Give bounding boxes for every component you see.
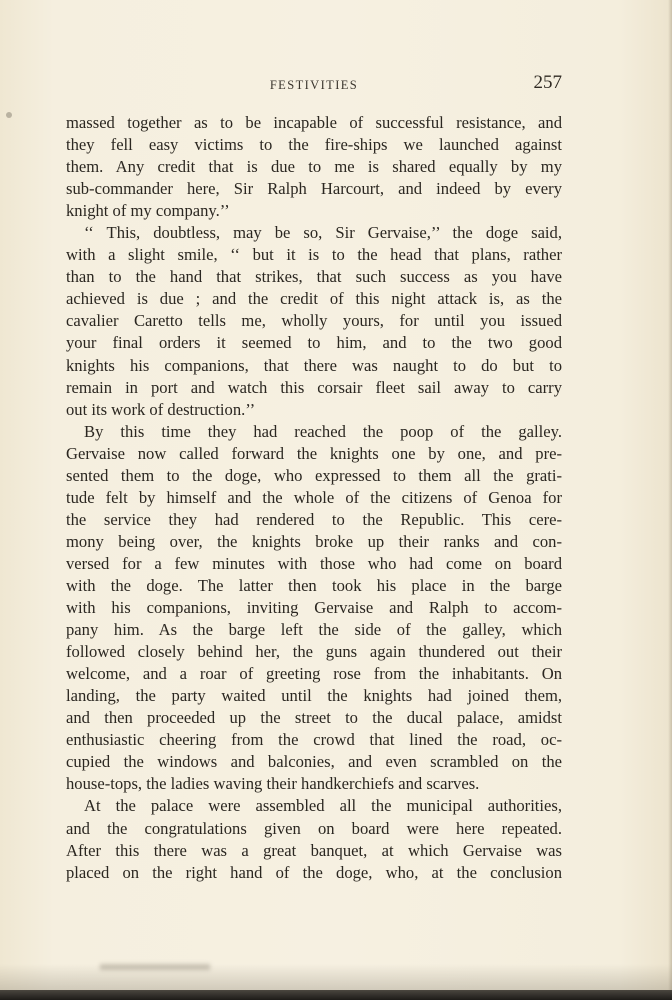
body-text xyxy=(66,112,562,884)
bottom-scan-streak xyxy=(100,964,210,970)
text-line: placed on the right hand of the doge, who, at the conclusion xyxy=(66,862,562,882)
text-line: with a slight smile, ‘‘ but it is to the head that plans, rather xyxy=(66,245,562,265)
text-line: your final orders it seemed to him, and to the two good xyxy=(66,333,562,353)
text-line: them. Any credit that is due to me is shared equally by my xyxy=(66,157,562,177)
text-line: knight of my company.’’ xyxy=(66,201,230,221)
text-line: versed for a few minutes with those who had come on board xyxy=(66,553,562,573)
paper-blemish xyxy=(6,112,12,118)
text-line: Gervaise now called forward the knights one by one, and pre- xyxy=(66,443,562,463)
text-line: they fell easy victims to the fire-ships we launched against xyxy=(66,135,562,155)
bottom-scan-edge xyxy=(0,990,672,1000)
text-line: with his companions, inviting Gervaise and Ralph to accom- xyxy=(66,598,562,618)
text-line: out its work of destruction.’’ xyxy=(66,399,256,419)
text-line: than to the hand that strikes, that such success as you have xyxy=(66,267,562,287)
running-head: FESTIVITIES xyxy=(269,78,359,92)
text-line: and the congratulations given on board were here repeated. xyxy=(66,818,562,838)
text-line: cupied the windows and balconies, and even scrambled on the xyxy=(66,752,562,772)
text-line: enthusiastic cheering from the crowd that lined the road, oc- xyxy=(66,730,562,750)
text-line: landing, the party waited until the knights had joined them, xyxy=(66,686,562,706)
text-line: sented them to the doge, who expressed to them all the grati- xyxy=(66,465,562,485)
text-line: remain in port and watch this corsair fleet sail away to carry xyxy=(66,377,562,397)
text-line: and then proceeded up the street to the ducal palace, amidst xyxy=(66,708,562,728)
text-line: welcome, and a roar of greeting rose from the inhabitants. On xyxy=(66,664,562,684)
text-line: At the palace were assembled all the municipal authorities, xyxy=(84,796,562,816)
text-line: massed together as to be incapable of successful resistance, and xyxy=(66,113,562,132)
text-line: achieved is due ; and the credit of this night attack is, as the xyxy=(66,289,562,309)
text-line: ‘‘ This, doubtless, may be so, Sir Gervaise,’’ the doge said, xyxy=(84,223,562,243)
text-line: house-tops, the ladies waving their handkerchiefs and scarves. xyxy=(66,774,480,794)
page-number: 257 xyxy=(533,72,562,93)
text-line: the service they had rendered to the Republic. This cere- xyxy=(66,509,562,529)
text-line: with the doge. The latter then took his place in the barge xyxy=(66,575,562,595)
page-header xyxy=(66,72,562,98)
page-edge-shadow xyxy=(668,0,672,1000)
text-line: followed closely behind her, the guns again thundered out their xyxy=(66,642,562,662)
text-line: By this time they had reached the poop of the galley. xyxy=(84,421,562,441)
text-line: mony being over, the knights broke up their ranks and con- xyxy=(66,531,562,551)
text-line: sub-commander here, Sir Ralph Harcourt, and indeed by every xyxy=(66,179,562,199)
text-line: After this there was a great banquet, at which Gervaise was xyxy=(66,840,562,860)
text-line: knights his companions, that there was naught to do but to xyxy=(66,355,562,375)
text-line: cavalier Caretto tells me, wholly yours, for until you issued xyxy=(66,311,562,331)
text-line: tude felt by himself and the whole of the citizens of Genoa for xyxy=(66,487,562,507)
text-line: pany him. As the barge left the side of the galley, which xyxy=(66,620,562,640)
